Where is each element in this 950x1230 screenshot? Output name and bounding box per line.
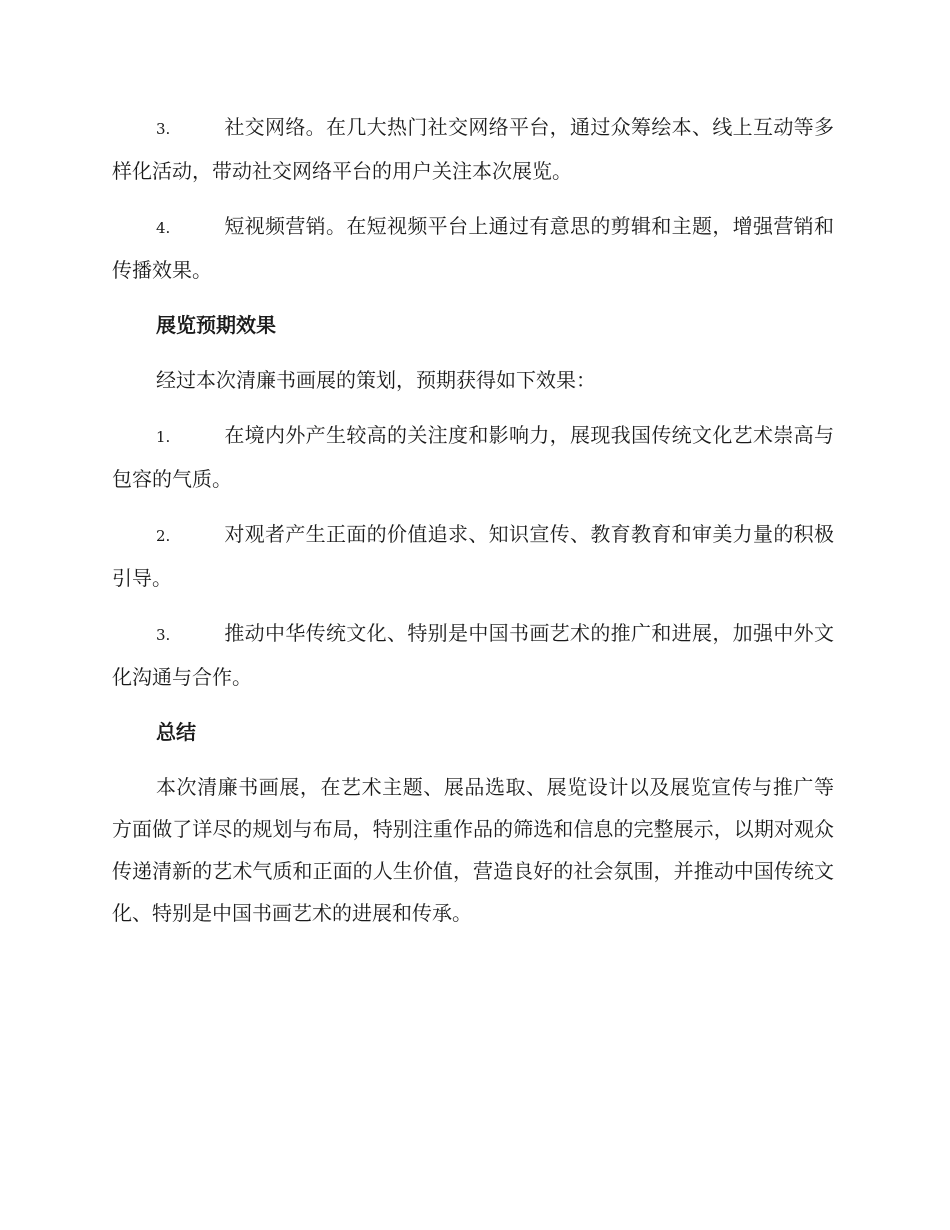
list-item-text: 推动中华传统文化、特别是中国书画艺术的推广和进展，加强中外文化沟通与合作。 (112, 621, 834, 689)
list-number: 4. (156, 219, 171, 237)
section-heading-effects: 展览预期效果 (156, 313, 276, 337)
list-item-effect-2 (112, 513, 834, 599)
list-item-social-network (112, 106, 834, 192)
section-heading-summary: 总结 (156, 720, 196, 744)
list-item-text: 对观者产生正面的价值追求、知识宣传、教育教育和审美力量的积极引导。 (112, 522, 834, 590)
list-item-effect-1 (112, 414, 834, 500)
list-item-effect-3 (112, 612, 834, 698)
list-number: 1. (156, 428, 171, 446)
list-item-short-video (112, 205, 834, 291)
list-number: 3. (156, 120, 171, 138)
list-item-text: 在境内外产生较高的关注度和影响力，展现我国传统文化艺术崇高与包容的气质。 (112, 423, 834, 491)
effects-intro: 经过本次清廉书画展的策划，预期获得如下效果： (156, 368, 596, 392)
summary-paragraph: 本次清廉书画展，在艺术主题、展品选取、展览设计以及展览宣传与推广等方面做了详尽的规划与布局，特别注重作品的筛选和信息的完整展示，以期对观众传递清新的艺术气质和正面的人生价值，营造良好的社会氛围，并推动中国传统文化、特别是中国书画艺术的进展和传承。 (112, 775, 834, 925)
list-item-text: 社交网络。在几大热门社交网络平台，通过众筹绘本、线上互动等多样化活动，带动社交网络平台的用户关注本次展览。 (112, 115, 834, 183)
list-number: 2. (156, 527, 171, 545)
document-body (112, 106, 834, 947)
list-item-text: 短视频营销。在短视频平台上通过有意思的剪辑和主题，增强营销和传播效果。 (112, 214, 834, 282)
list-number: 3. (156, 626, 171, 644)
